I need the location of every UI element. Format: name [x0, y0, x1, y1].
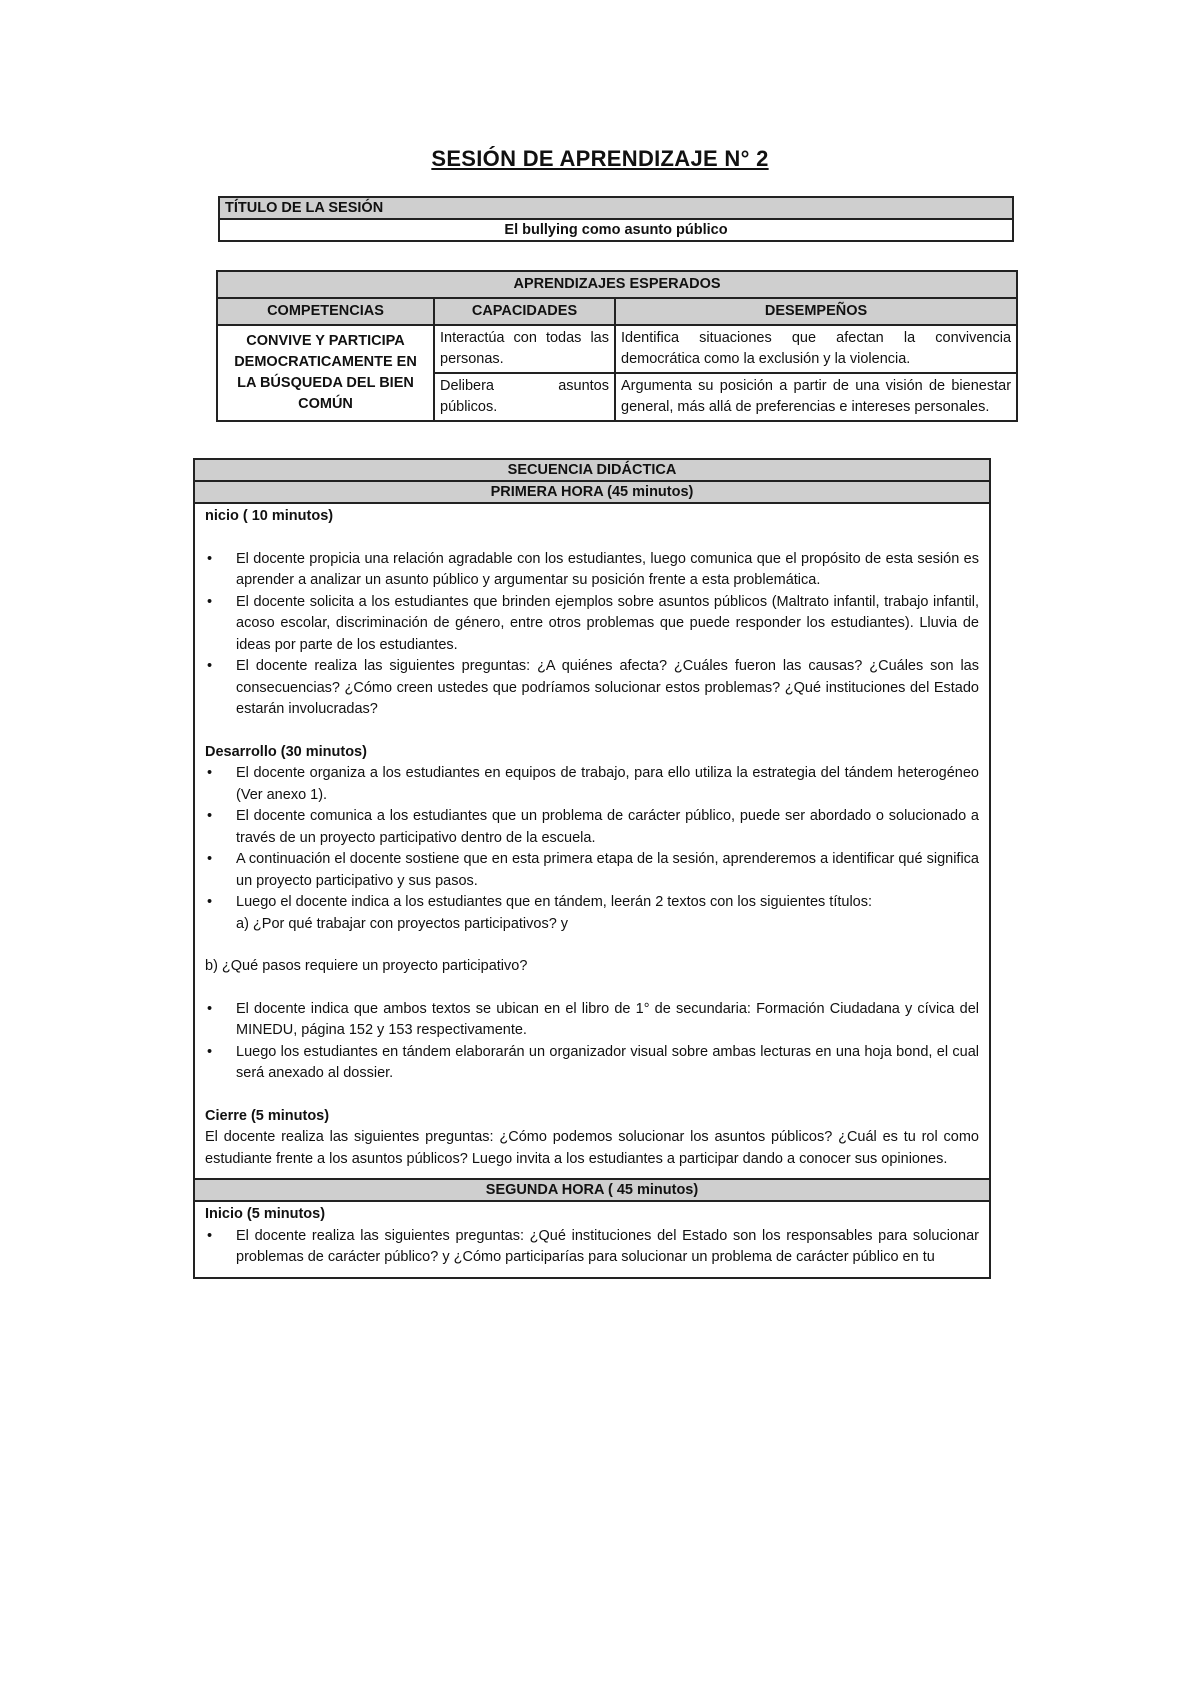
list-item: • El docente realiza las siguientes preguntas: ¿A quiénes afecta? ¿Cuáles fueron las causas? ¿Cuáles son las consecuencias? ¿Cómo creen ustedes que podríamos solucionar estos problemas? ¿Qué instituciones del Estado estarán involucradas?: [205, 656, 979, 721]
desarrollo-list-2: [205, 999, 979, 1085]
first-hour-content: [194, 503, 990, 1179]
page-title: SESIÓN DE APRENDIZAJE N° 2: [431, 146, 769, 171]
competencia-cell: CONVIVE Y PARTICIPA DEMOCRATICAMENTE EN LA BÚSQUEDA DEL BIEN COMÚN: [217, 325, 434, 421]
expected-learning-table: [216, 270, 1018, 422]
second-hour-content: [194, 1201, 990, 1278]
list-item: • El docente organiza a los estudiantes en equipos de trabajo, para ello utiliza la estrategia del tándem heterogéneo (Ver anexo 1).: [205, 763, 979, 806]
desarrollo-sub-a: a) ¿Por qué trabajar con proyectos participativos? y: [236, 915, 569, 932]
capacidad-cell: Interactúa con todas las personas.: [434, 325, 615, 373]
list-item: • El docente comunica a los estudiantes que un problema de carácter público, puede ser abordado o solucionado a través de un proyecto participativo dentro de la escuela.: [205, 806, 979, 849]
col-desempenos: DESEMPEÑOS: [615, 298, 1017, 325]
inicio2-list: [205, 1226, 979, 1269]
capacidad-cell: Delibera asuntos públicos.: [434, 373, 615, 421]
didactic-sequence-table: [193, 458, 991, 1279]
expected-learning-heading: APRENDIZAJES ESPERADOS: [217, 271, 1017, 298]
inicio-title: nicio ( 10 minutos): [205, 508, 334, 524]
cierre-text: El docente realiza las siguientes preguntas: ¿Cómo podemos solucionar los asuntos públicos? ¿Cuál es tu rol como estudiante frente a los asuntos públicos? Luego invita a los estudiantes a participar dando a conocer sus opiniones.: [205, 1129, 979, 1167]
cierre-title: Cierre (5 minutos): [205, 1107, 330, 1124]
desempeno-cell: Identifica situaciones que afectan la convivencia democrática como la exclusión y la violencia.: [615, 325, 1017, 373]
desarrollo-list: [205, 763, 979, 914]
desempeno-cell: Argumenta su posición a partir de una visión de bienestar general, más allá de preferencias e intereses personales.: [615, 373, 1017, 421]
list-item: • A continuación el docente sostiene que en esta primera etapa de la sesión, aprenderemos a identificar qué significa un proyecto participativo y sus pasos.: [205, 849, 979, 892]
list-item: • El docente realiza las siguientes preguntas: ¿Qué instituciones del Estado son los responsables para solucionar problemas de carácter público? y ¿Cómo participarías para solucionar un problema de carácter público en tu: [205, 1226, 979, 1269]
session-title-label: TÍTULO DE LA SESIÓN: [219, 197, 1013, 219]
list-item: • El docente solicita a los estudiantes que brinden ejemplos sobre asuntos públicos (Maltrato infantil, trabajo infantil, acoso escolar, discriminación de género, entre otros problemas que puede responder los estudiantes). Lluvia de ideas por parte de los estudiantes.: [205, 592, 979, 657]
session-title-value: El bullying como asunto público: [219, 219, 1013, 241]
session-title-table: [218, 196, 1014, 242]
inicio2-title: Inicio (5 minutos): [205, 1206, 326, 1222]
list-item: • El docente indica que ambos textos se ubican en el libro de 1° de secundaria: Formación Ciudadana y cívica del MINEDU, página 152 y 153 respectivamente.: [205, 999, 979, 1042]
col-capacidades: CAPACIDADES: [434, 298, 615, 325]
inicio-list: [205, 549, 979, 721]
sequence-heading: SECUENCIA DIDÁCTICA: [194, 459, 990, 481]
desarrollo-title: Desarrollo (30 minutos): [205, 743, 367, 760]
list-item: • El docente propicia una relación agradable con los estudiantes, luego comunica que el propósito de esta sesión es aprender a analizar un asunto público y argumentar su posición frente a esta problemática.: [205, 549, 979, 592]
second-hour-heading: SEGUNDA HORA ( 45 minutos): [194, 1179, 990, 1201]
list-item: • Luego los estudiantes en tándem elaborarán un organizador visual sobre ambas lecturas en una hoja bond, el cual será anexado al dossier.: [205, 1042, 979, 1085]
desarrollo-sub-b: b) ¿Qué pasos requiere un proyecto participativo?: [205, 958, 528, 974]
col-competencias: COMPETENCIAS: [217, 298, 434, 325]
list-item: • Luego el docente indica a los estudiantes que en tándem, leerán 2 textos con los siguientes títulos:: [205, 892, 979, 914]
first-hour-heading: PRIMERA HORA (45 minutos): [194, 481, 990, 503]
